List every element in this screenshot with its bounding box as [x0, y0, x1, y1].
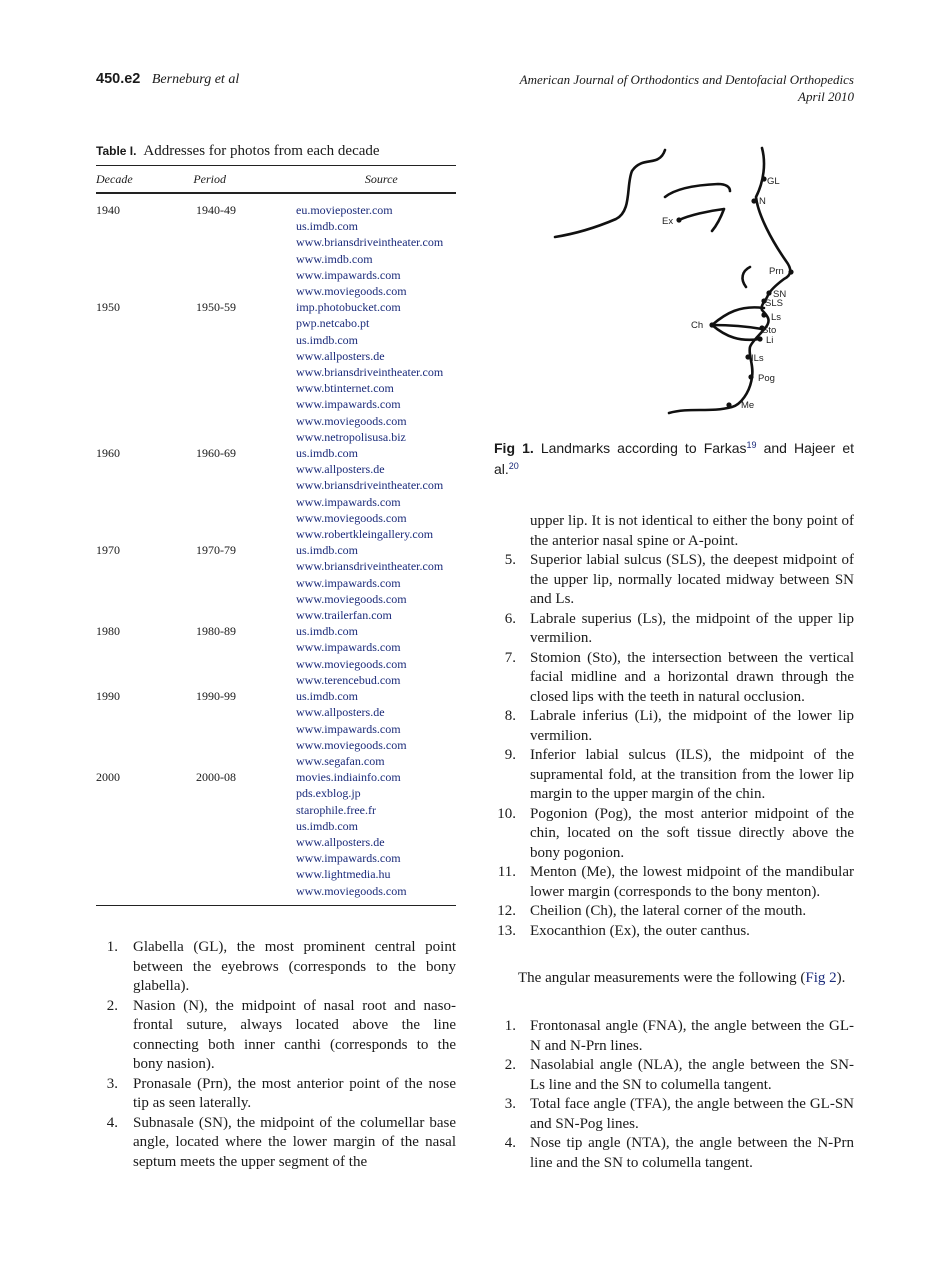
- angle-item: [494, 1134, 854, 1173]
- source-link[interactable]: www.moviegoods.com: [296, 413, 407, 428]
- continuation-text: upper lip. It is not identical to either the bony point of the anterior nasal spine or A-point.: [530, 513, 854, 549]
- table-caption: [96, 143, 456, 166]
- angle-item: [494, 1056, 854, 1095]
- source-link[interactable]: www.briansdriveintheater.com: [296, 365, 444, 380]
- source-link[interactable]: www.netropolisusa.biz: [296, 429, 406, 444]
- table-row: [96, 542, 456, 623]
- running-header-right: [520, 71, 854, 105]
- table-body: [96, 194, 456, 906]
- source-link[interactable]: www.allposters.de: [296, 462, 385, 477]
- list-item-number: 11.: [497, 864, 516, 880]
- figure-label: Fig 1.: [494, 440, 534, 456]
- landmark-item: [494, 610, 854, 649]
- list-item-text: Pogonion (Pog), the most anterior midpoint of the chin, located on the soft tissue directly above the bony pogonion.: [530, 805, 854, 861]
- point-prn: [788, 269, 793, 274]
- angular-paragraph-text: The angular measurements were the following (: [518, 970, 806, 986]
- landmark-list-right: [494, 551, 854, 941]
- source-link[interactable]: www.segafan.com: [296, 753, 385, 768]
- landmark-item: [96, 997, 456, 1075]
- landmark-list-left: [96, 938, 456, 1172]
- cell-period: 1980-89: [196, 624, 236, 639]
- source-link[interactable]: us.imdb.com: [296, 219, 358, 234]
- cell-period: 2000-08: [196, 770, 236, 785]
- source-link[interactable]: www.moviegoods.com: [296, 656, 407, 671]
- label-sls: SLS: [765, 298, 783, 309]
- figure-caption-text-1: Landmarks according to Farkas: [540, 440, 747, 456]
- list-item-number: 4.: [106, 1114, 118, 1131]
- point-n: [751, 198, 756, 203]
- cell-sources: [296, 542, 456, 623]
- cell-period: 1960-69: [196, 446, 236, 461]
- cell-sources: [296, 688, 456, 769]
- table-addresses: [96, 143, 456, 906]
- source-link[interactable]: us.imdb.com: [296, 543, 358, 558]
- hairline-outline: [555, 150, 665, 237]
- upper-lip-outline: [712, 307, 764, 325]
- cell-sources: [296, 769, 456, 899]
- source-link[interactable]: www.briansdriveintheater.com: [296, 559, 444, 574]
- list-item-number: 2.: [504, 1057, 516, 1073]
- source-link[interactable]: www.briansdriveintheater.com: [296, 235, 444, 250]
- cell-decade: 1990: [96, 689, 120, 704]
- table-label: Table I.: [96, 144, 137, 158]
- point-li: [757, 336, 762, 341]
- source-link[interactable]: us.imdb.com: [296, 332, 358, 347]
- table-row: [96, 623, 456, 688]
- cell-decade: 1960: [96, 446, 120, 461]
- list-item-number: 1.: [106, 939, 118, 955]
- landmark-item: [494, 746, 854, 805]
- label-me: Me: [741, 400, 755, 411]
- source-link[interactable]: www.impawards.com: [296, 494, 401, 509]
- page-number: 450.e2: [96, 71, 141, 87]
- figure-landmarks: [540, 145, 856, 420]
- landmark-item: [96, 938, 456, 997]
- list-item-number: 1.: [504, 1018, 516, 1034]
- source-link[interactable]: pds.exblog.jp: [296, 786, 361, 801]
- journal-name: American Journal of Orthodontics and Dentofacial Orthopedics: [519, 72, 854, 87]
- cell-sources: [296, 202, 456, 299]
- list-item-number: 5.: [504, 552, 516, 568]
- cell-period: 1940-49: [196, 203, 236, 217]
- list-item-text: Nose tip angle (NTA), the angle between the N-Prn line and the SN to columella tangent.: [530, 1135, 854, 1171]
- source-link[interactable]: www.impawards.com: [296, 851, 401, 866]
- angular-paragraph: [494, 969, 854, 989]
- source-link[interactable]: www.allposters.de: [296, 705, 385, 720]
- label-ls: Ls: [771, 312, 782, 323]
- label-ch: Ch: [691, 320, 704, 331]
- label-li: Li: [766, 335, 774, 346]
- source-link[interactable]: us.imdb.com: [296, 689, 358, 704]
- point-ils: [745, 354, 750, 359]
- list-item-number: 7.: [504, 649, 516, 666]
- issue-date: April 2010: [798, 89, 854, 104]
- source-link[interactable]: www.lightmedia.hu: [296, 867, 391, 882]
- eye-outline: [679, 209, 724, 231]
- source-link[interactable]: www.moviegoods.com: [296, 737, 407, 752]
- list-item-text: Labrale superius (Ls), the midpoint of the upper lip vermilion.: [530, 610, 854, 646]
- source-link[interactable]: us.imdb.com: [296, 818, 358, 833]
- col-header-decade: Decade: [96, 171, 133, 186]
- running-header-left: [96, 71, 239, 88]
- angle-item: [494, 1095, 854, 1134]
- list-item-text: Menton (Me), the lowest midpoint of the mandibular lower margin (corresponds to the bony menton).: [530, 864, 854, 900]
- col-header-period: Period: [193, 171, 226, 186]
- point-sn: [766, 290, 771, 295]
- fig-2-link[interactable]: Fig 2: [805, 970, 837, 986]
- source-link[interactable]: www.briansdriveintheater.com: [296, 478, 444, 493]
- source-link[interactable]: www.impawards.com: [296, 267, 401, 282]
- source-link[interactable]: www.allposters.de: [296, 348, 385, 363]
- angle-item: [494, 1017, 854, 1056]
- source-link[interactable]: www.trailerfan.com: [296, 608, 392, 623]
- source-link[interactable]: www.impawards.com: [296, 397, 401, 412]
- list-item-text: Stomion (Sto), the intersection between the vertical facial midline and a horizontal drawn through the closed lips with the teeth in natural occlusion.: [530, 649, 854, 705]
- source-link[interactable]: www.moviegoods.com: [296, 284, 407, 299]
- cell-decade: 1950: [96, 300, 120, 315]
- source-link[interactable]: www.robertkleingallery.com: [296, 527, 434, 542]
- list-item-text: Inferior labial sulcus (ILS), the midpoint of the supramental fold, at the transition from the lower lip margin to the upper margin of the chin.: [530, 747, 854, 802]
- landmark-item: [494, 805, 854, 864]
- list-item-number: 8.: [504, 708, 516, 724]
- source-link[interactable]: www.impawards.com: [296, 640, 401, 655]
- nostril-outline: [743, 267, 750, 287]
- cell-sources: [296, 299, 456, 445]
- cell-decade: 1940: [96, 203, 120, 217]
- label-n: N: [759, 196, 766, 207]
- source-link[interactable]: us.imdb.com: [296, 446, 358, 461]
- reference-19[interactable]: 19: [746, 440, 757, 450]
- label-gl: GL: [767, 176, 780, 187]
- landmark-item: [96, 1075, 456, 1114]
- landmark-item: [494, 707, 854, 746]
- landmark-item: [494, 922, 854, 942]
- point-me: [726, 402, 731, 407]
- source-link[interactable]: movies.indiainfo.com: [296, 770, 401, 785]
- list-item-number: 13.: [497, 922, 516, 939]
- cell-decade: 1970: [96, 543, 120, 558]
- label-ils: ILs: [751, 353, 764, 364]
- landmark-item: [494, 902, 854, 922]
- source-link[interactable]: pwp.netcabo.pt: [296, 316, 370, 331]
- source-link[interactable]: www.impawards.com: [296, 575, 401, 590]
- cell-sources: [296, 623, 456, 688]
- source-link[interactable]: us.imdb.com: [296, 624, 358, 639]
- list-item-text: Subnasale (SN), the midpoint of the columellar base angle, located where the lower margin of the nasal septum meets the upper segment of the: [133, 1114, 456, 1170]
- point-ex: [676, 217, 681, 222]
- table-row: [96, 299, 456, 445]
- cell-period: 1950-59: [196, 300, 236, 315]
- list-item-text: Cheilion (Ch), the lateral corner of the mouth.: [530, 903, 807, 919]
- list-item-text: Labrale inferius (Li), the midpoint of the lower lip vermilion.: [530, 708, 854, 744]
- landmark-item: [494, 649, 854, 708]
- cell-decade: 1980: [96, 624, 120, 639]
- source-link[interactable]: eu.movieposter.com: [296, 203, 393, 217]
- list-item-number: 12.: [497, 903, 516, 919]
- label-ex: Ex: [662, 216, 674, 227]
- face-profile-drawing: [540, 145, 856, 420]
- list-item-number: 9.: [504, 747, 516, 763]
- point-pog: [748, 374, 753, 379]
- angle-list: [494, 1017, 854, 1173]
- point-gl: [761, 176, 766, 181]
- list-item-text: Total face angle (TFA), the angle between the GL-SN and SN-Pog lines.: [530, 1096, 854, 1132]
- source-link[interactable]: www.allposters.de: [296, 834, 385, 849]
- list-item-text: Glabella (GL), the most prominent central point between the eyebrows (corresponds to the bony glabella).: [133, 939, 456, 994]
- table-row: [96, 688, 456, 769]
- table-row: [96, 445, 456, 542]
- cell-sources: [296, 445, 456, 542]
- source-link[interactable]: imp.photobucket.com: [296, 300, 401, 315]
- figure-caption-text-2: and Hajeer et al.: [494, 440, 855, 477]
- angular-paragraph-end: ).: [836, 970, 846, 986]
- landmark-item: [494, 551, 854, 610]
- source-link[interactable]: starophile.free.fr: [296, 802, 376, 817]
- lip-line: [712, 325, 762, 329]
- table-header-row: [96, 166, 456, 194]
- landmark-item: [494, 863, 854, 902]
- table-row: [96, 769, 456, 899]
- reference-20[interactable]: 20: [508, 461, 519, 471]
- list-item-number: 6.: [504, 610, 516, 627]
- point-ls: [761, 312, 766, 317]
- running-authors: Berneburg et al: [151, 72, 240, 87]
- source-link[interactable]: www.moviegoods.com: [296, 591, 407, 606]
- source-link[interactable]: www.moviegoods.com: [296, 510, 407, 525]
- list-item-number: 3.: [504, 1096, 516, 1112]
- col-header-source: Source: [364, 171, 398, 186]
- source-link[interactable]: www.impawards.com: [296, 721, 401, 736]
- label-sn: SN: [773, 289, 787, 300]
- source-link[interactable]: www.moviegoods.com: [296, 883, 407, 898]
- list-item-text: Nasion (N), the midpoint of nasal root and naso-frontal suture, always located above the line connecting both inner canthi (corresponds to the bony nasion).: [133, 997, 456, 1072]
- table-row: [96, 202, 456, 299]
- label-prn: Prn: [769, 266, 784, 277]
- cell-period: 1970-79: [196, 543, 236, 558]
- list-item-text: Pronasale (Prn), the most anterior point of the nose tip as seen laterally.: [133, 1075, 456, 1111]
- source-link[interactable]: www.terencebud.com: [296, 672, 401, 687]
- label-pog: Pog: [758, 373, 775, 384]
- list-item-text: Nasolabial angle (NLA), the angle between the SN-Ls line and the SN to columella tangent.: [530, 1057, 854, 1093]
- list-item-number: 10.: [497, 805, 516, 822]
- list-item-number: 3.: [106, 1075, 118, 1092]
- figure-caption: [494, 436, 854, 478]
- list-item-number: 4.: [504, 1135, 516, 1151]
- label-sto: Sto: [762, 325, 777, 336]
- landmark-item: [96, 1114, 456, 1173]
- table-title: Addresses for photos from each decade: [143, 143, 380, 159]
- source-link[interactable]: www.btinternet.com: [296, 381, 394, 396]
- cell-decade: 2000: [96, 770, 120, 785]
- eyebrow-outline: [665, 184, 730, 197]
- list-item-text: Frontonasal angle (FNA), the angle between the GL-N and N-Prn lines.: [530, 1018, 854, 1054]
- list-item-number: 2.: [106, 997, 118, 1014]
- list-item-text: Superior labial sulcus (SLS), the deepest midpoint of the upper lip, normally located midway between SN and Ls.: [530, 552, 854, 607]
- list-item-text: Exocanthion (Ex), the outer canthus.: [530, 922, 750, 939]
- source-link[interactable]: www.imdb.com: [296, 251, 373, 266]
- cell-period: 1990-99: [196, 689, 236, 704]
- point-ch: [709, 322, 714, 327]
